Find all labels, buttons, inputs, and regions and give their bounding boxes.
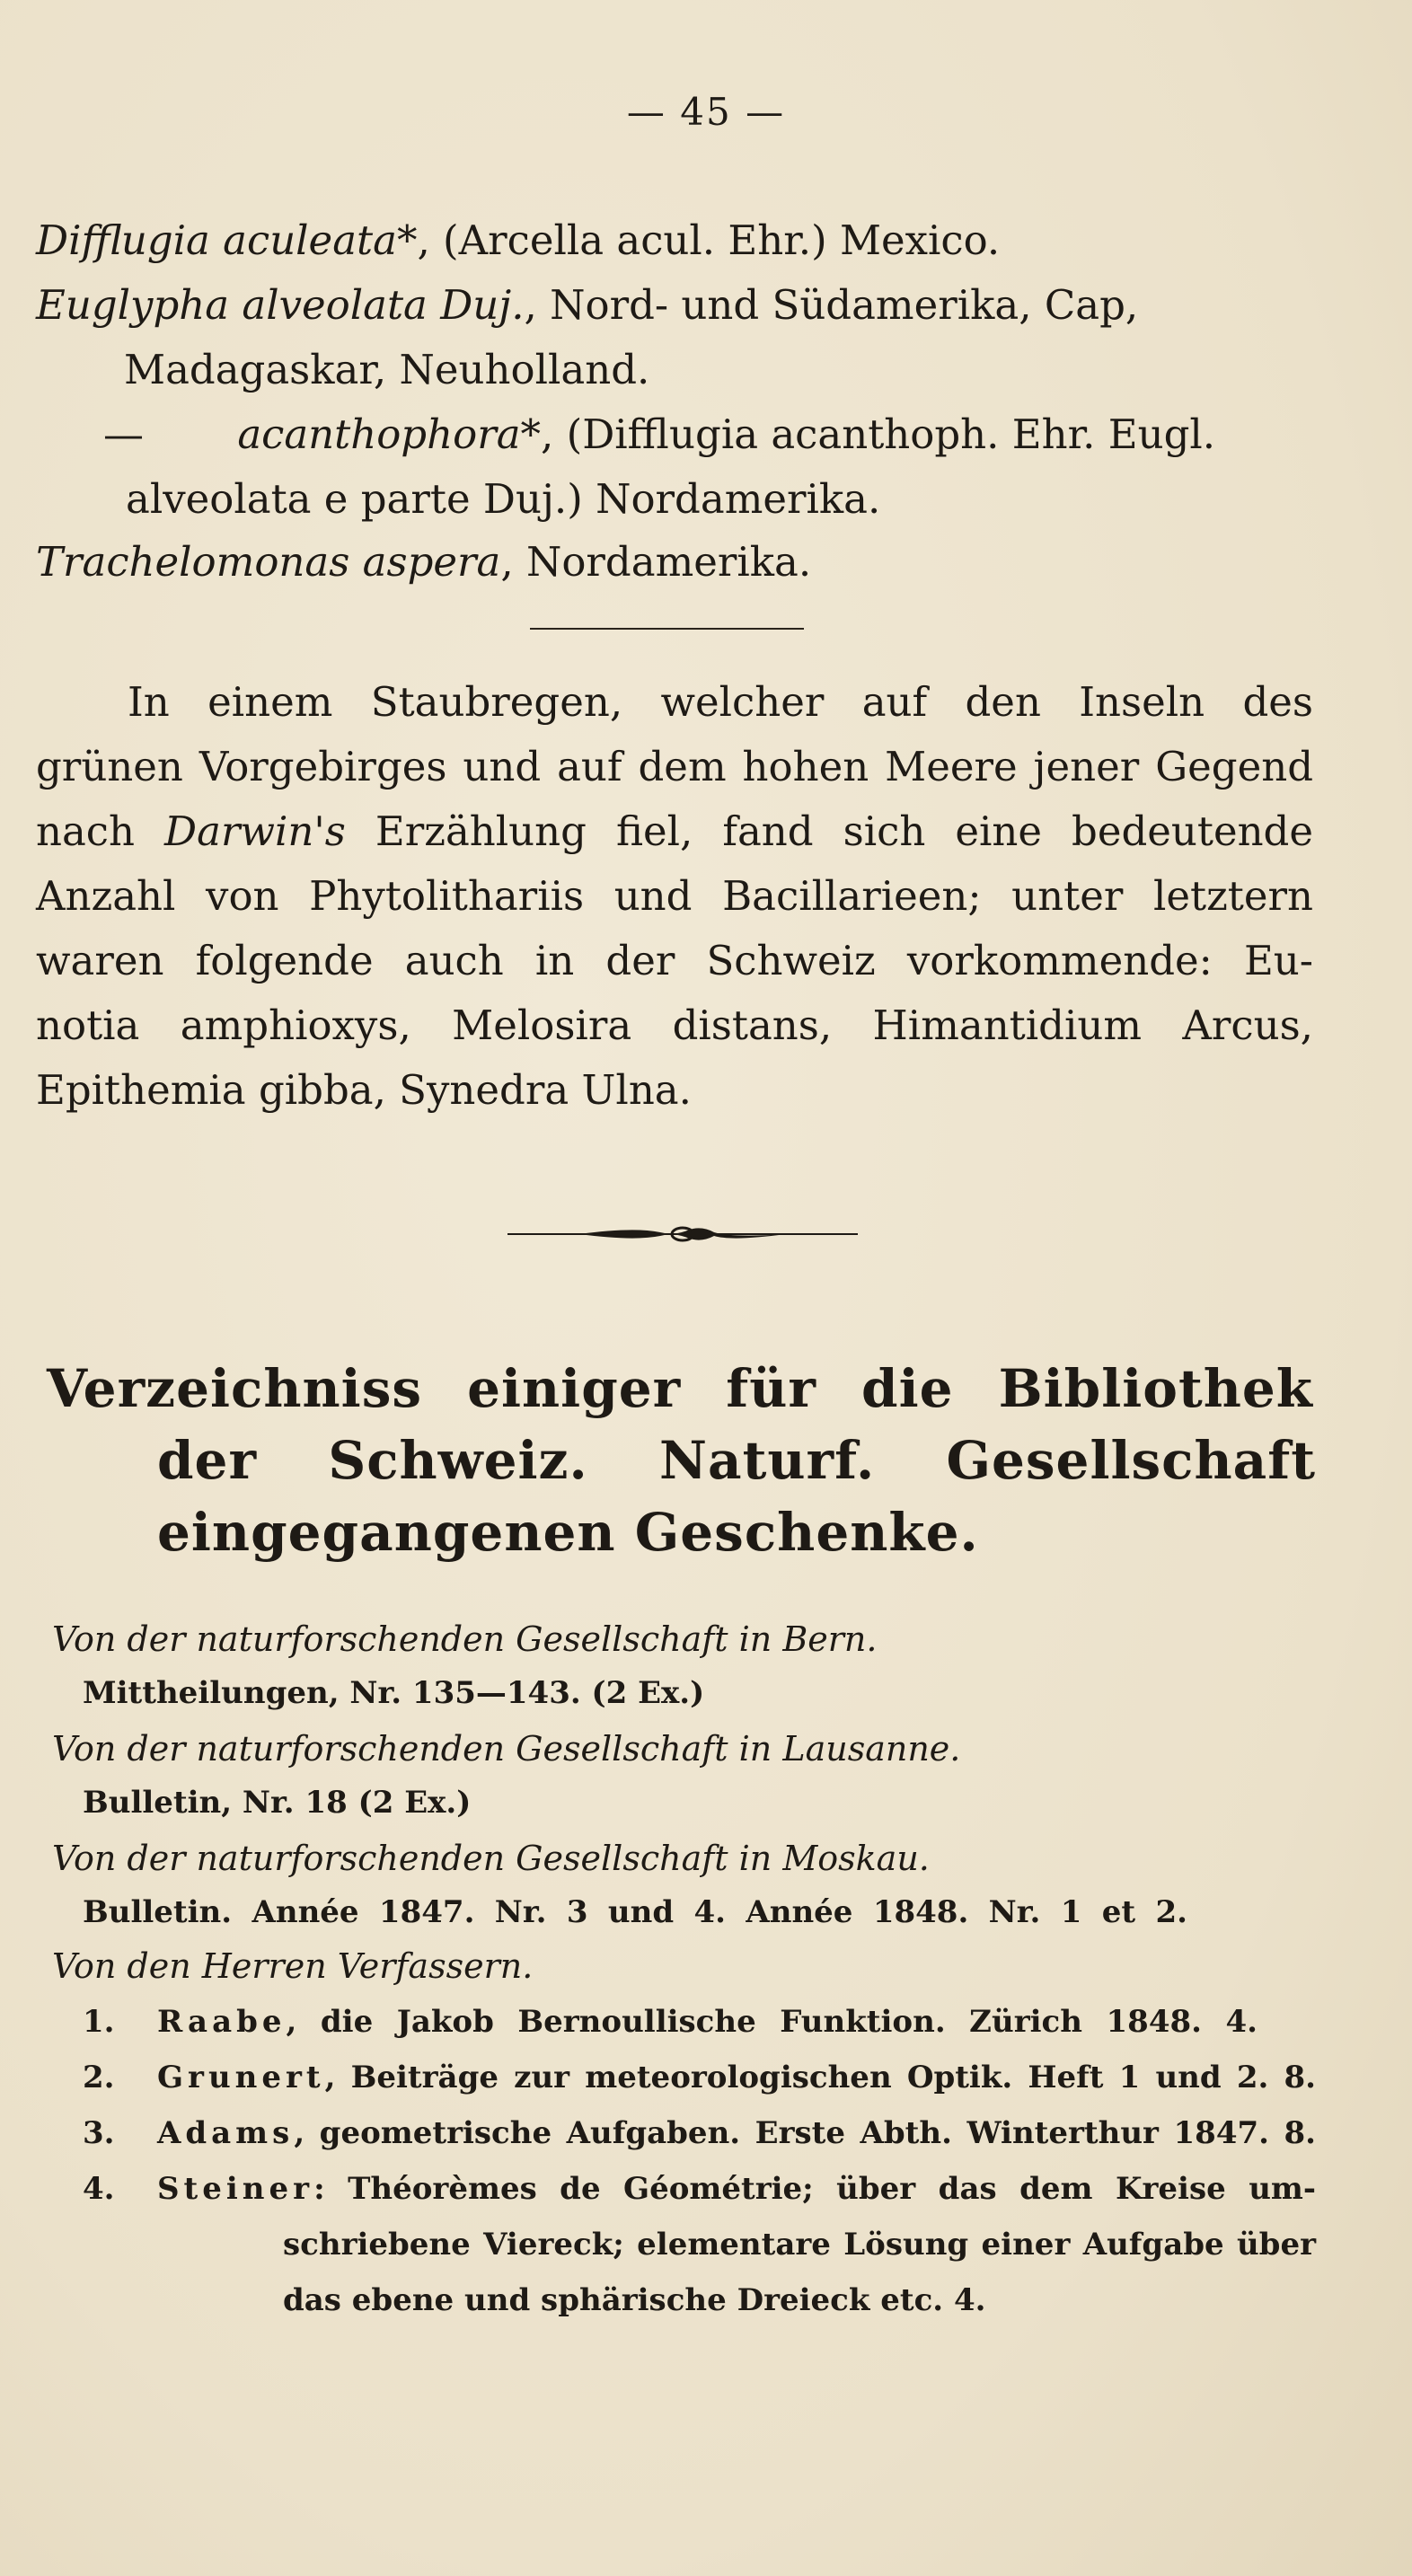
item-number: 1. bbox=[83, 2004, 115, 2040]
donor-heading: Von den Herren Verfassern. bbox=[52, 1946, 534, 1986]
text: nach bbox=[36, 807, 135, 855]
species-line bbox=[36, 214, 1000, 268]
paragraph-line: Anzahl von Phytolithariis und Bacillarieen; unter letztern bbox=[36, 872, 1313, 920]
paragraph-line: waren folgende auch in der Schweiz vorkommende: Eu- bbox=[36, 937, 1313, 984]
species-name: acanthophora bbox=[237, 410, 521, 458]
author-name: Steiner bbox=[157, 2171, 314, 2207]
species-name: aculeata bbox=[223, 216, 397, 264]
paragraph-line: grünen Vorgebirges und auf dem hohen Meere jener Gegend bbox=[36, 743, 1313, 790]
species-continuation: Madagaskar, Neuholland. bbox=[124, 346, 650, 393]
entry-text: , die Jakob Bernoullische Funktion. Zürich 1848. 4. bbox=[286, 2004, 1258, 2040]
entry-text: , geometrische Aufgaben. Erste Abth. Winterthur 1847. 8. bbox=[294, 2115, 1316, 2151]
donation-item: Mittheilungen, Nr. 135—143. (2 Ex.) bbox=[83, 1675, 705, 1711]
donor-heading: Von der naturforschenden Gesellschaft in Bern. bbox=[52, 1619, 878, 1659]
heading-line: Verzeichniss einiger für die Bibliothek bbox=[47, 1358, 1313, 1419]
species-text: *, (Difflugia acanthoph. Ehr. Eugl. bbox=[520, 410, 1216, 458]
species-line bbox=[36, 278, 1138, 332]
ornament-divider bbox=[507, 1220, 858, 1248]
species-continuation: alveolata e parte Duj.) Nordamerika. bbox=[126, 475, 881, 523]
author-name: Raabe bbox=[157, 2004, 287, 2040]
author-entry-continuation: das ebene und sphärische Dreieck etc. 4. bbox=[283, 2282, 986, 2318]
genus: Euglypha bbox=[36, 281, 230, 329]
item-number: 4. bbox=[83, 2171, 115, 2207]
author-name: Darwin's bbox=[164, 807, 346, 855]
author-entry bbox=[157, 2166, 1316, 2211]
paragraph-line bbox=[36, 805, 1313, 859]
author-entry bbox=[157, 1999, 1258, 2044]
author-name: Adams bbox=[157, 2115, 295, 2151]
author-entry bbox=[157, 2111, 1316, 2156]
ditto-dash: — bbox=[103, 410, 144, 458]
entry-text: , Beiträge zur meteorologischen Optik. Heft 1 und 2. 8. bbox=[324, 2060, 1316, 2095]
genus: Difflugia bbox=[36, 216, 210, 264]
species-text: , Nordamerika. bbox=[500, 538, 812, 586]
author-entry bbox=[157, 2055, 1316, 2100]
donation-item: Bulletin. Année 1847. Nr. 3 und 4. Année 1848. Nr. 1 et 2. bbox=[83, 1894, 1187, 1930]
species-line bbox=[36, 535, 811, 589]
paragraph-line: notia amphioxys, Melosira distans, Himantidium Arcus, bbox=[36, 1001, 1313, 1049]
author-entry-continuation: schriebene Viereck; elementare Lösung einer Aufgabe über bbox=[283, 2227, 1316, 2263]
heading-line: eingegangenen Geschenke. bbox=[157, 1502, 979, 1563]
donation-item: Bulletin, Nr. 18 (2 Ex.) bbox=[83, 1785, 472, 1821]
author-name: Grunert bbox=[157, 2060, 325, 2095]
species-name: aspera bbox=[362, 538, 501, 586]
item-number: 2. bbox=[83, 2060, 115, 2095]
species-text: *, (Arcella acul. Ehr.) Mexico. bbox=[396, 216, 1001, 264]
species-name: alveolata Duj. bbox=[242, 281, 525, 329]
species-text: , Nord- und Südamerika, Cap, bbox=[524, 281, 1139, 329]
text: Erzählung fiel, fand sich eine bedeutende bbox=[375, 807, 1313, 855]
item-number: 3. bbox=[83, 2115, 115, 2151]
paragraph-line: In einem Staubregen, welcher auf den Inseln des bbox=[128, 678, 1313, 726]
paragraph-line: Epithemia gibba, Synedra Ulna. bbox=[36, 1066, 692, 1114]
entry-text: : Théorèmes de Géométrie; über das dem Kreise um- bbox=[313, 2171, 1316, 2207]
heading-line: der Schweiz. Naturf. Gesellschaft bbox=[157, 1430, 1316, 1491]
page-number: — 45 — bbox=[626, 90, 786, 134]
donor-heading: Von der naturforschenden Gesellschaft in Lausanne. bbox=[52, 1729, 961, 1769]
section-rule bbox=[530, 628, 804, 630]
genus: Trachelomonas bbox=[36, 538, 350, 586]
donor-heading: Von der naturforschenden Gesellschaft in Moskau. bbox=[52, 1839, 930, 1878]
species-line bbox=[103, 408, 1215, 462]
